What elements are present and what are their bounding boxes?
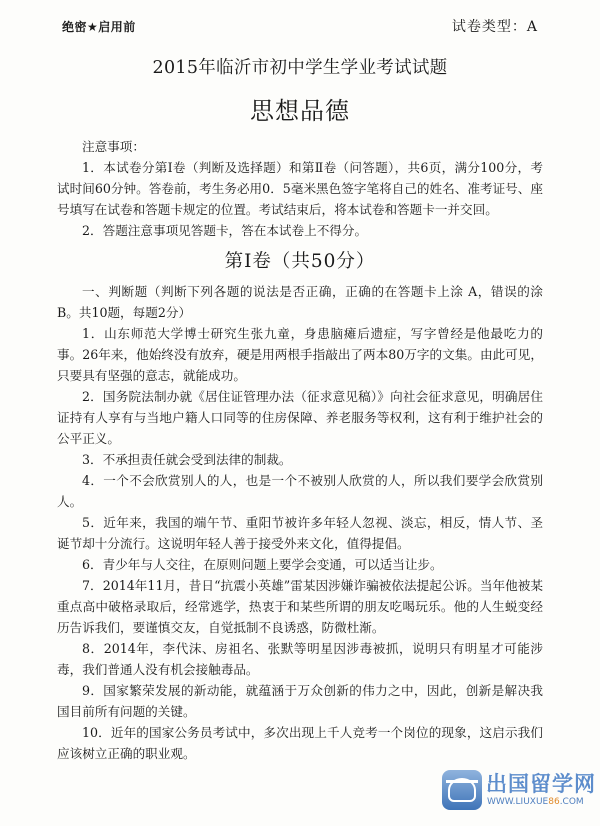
question-item: 3．不承担责任就会受到法律的制裁。 [82,452,292,467]
notes-section [57,136,543,241]
question-item: 10．近年的国家公务员考试中，多次出现上千人竞考一个岗位的现象，这启示我们应该树立正确的职业观。 [57,725,543,761]
section-title: 第Ⅰ卷（共50分） [224,251,376,272]
question-item: 2．国务院法制办就《居住证管理办法（征求意见稿）》向社会征求意见，明确居住证持有人享有与当地户籍人口同等的住房保障、养老服务等权利，这有利于维护社会的公平正义。 [57,389,543,446]
question-item: 5．近年来，我国的端午节、重阳节被许多年轻人忽视、淡忘，相反，情人节、圣诞节却十分流行。这说明年轻人善于接受外来文化，值得提倡。 [57,515,543,551]
paper-type-label: 试卷类型：A [451,19,538,35]
watermark-url-accent: 86 [548,797,560,807]
watermark-url [487,797,584,807]
part-instructions: 一、判断题（判断下列各题的说法是否正确，正确的在答题卡上涂 A，错误的涂 B。共10题，每题2分） [57,284,543,320]
watermark-logo-icon [442,770,482,810]
watermark-row [0,770,600,812]
note-item: 1．本试卷分第Ⅰ卷（判断及选择题）和第Ⅱ卷（问答题），共6页，满分100分，考试时间60分钟。答卷前，考生务必用0．5毫米黑色签字笔将自己的姓名、准考证号、座号填写在试卷和答题卡规定的位置。考试结束后，将本试卷和答题卡一并交回。 [57,160,543,217]
notes-heading: 注意事项： [82,139,145,154]
question-item: 6．青少年与人交往，在原则问题上要学会变通，可以适当让步。 [82,557,443,572]
question-item: 1．山东师范大学博士研究生张九童，身患脑瘫后遗症，写字曾经是他最吃力的事。26年来，他始终没有放弃，硬是用两根手指敲出了两本80万字的文集。由此可见，只要具有坚强的意志，就能成功。 [57,326,543,383]
question-item: 7．2014年11月，昔日“抗震小英雄”雷某因涉嫌诈骗被依法提起公诉。当年他被某重点高中破格录取后，经常逃学，热衷于和某些所谓的朋友吃喝玩乐。他的人生蜕变经历告诉我们，要谨慎交友，自觉抵制不良诱惑，防微杜渐。 [57,578,543,635]
watermark-url-suffix: .COM [559,797,584,807]
subject-title: 思想品德 [250,97,350,125]
confidential-label: 绝密★启用前 [62,20,136,34]
question-item: 9．国家繁荣发展的新动能，就蕴涵于万众创新的伟力之中，因此，创新是解决我国目前所有问题的关键。 [57,683,543,719]
note-item: 2．答题注意事项见答题卡，答在本试卷上不得分。 [82,223,368,238]
questions-section [57,281,543,764]
question-item: 4．一个不会欣赏别人的人，也是一个不被别人欣赏的人，所以我们要学会欣赏别人。 [57,473,543,509]
question-item: 8．2014年，李代沫、房祖名、张默等明星因涉毒被抓，说明只有明星才可能涉毒，我们普通人没有机会接触毒品。 [57,641,543,677]
exam-title: 2015年临沂市初中学生学业考试试题 [152,58,448,78]
watermark-url-prefix: WWW.LIUXUE [487,797,549,807]
watermark-name: 出国留学网 [486,772,596,796]
watermark [442,770,598,810]
header-row [0,16,600,38]
